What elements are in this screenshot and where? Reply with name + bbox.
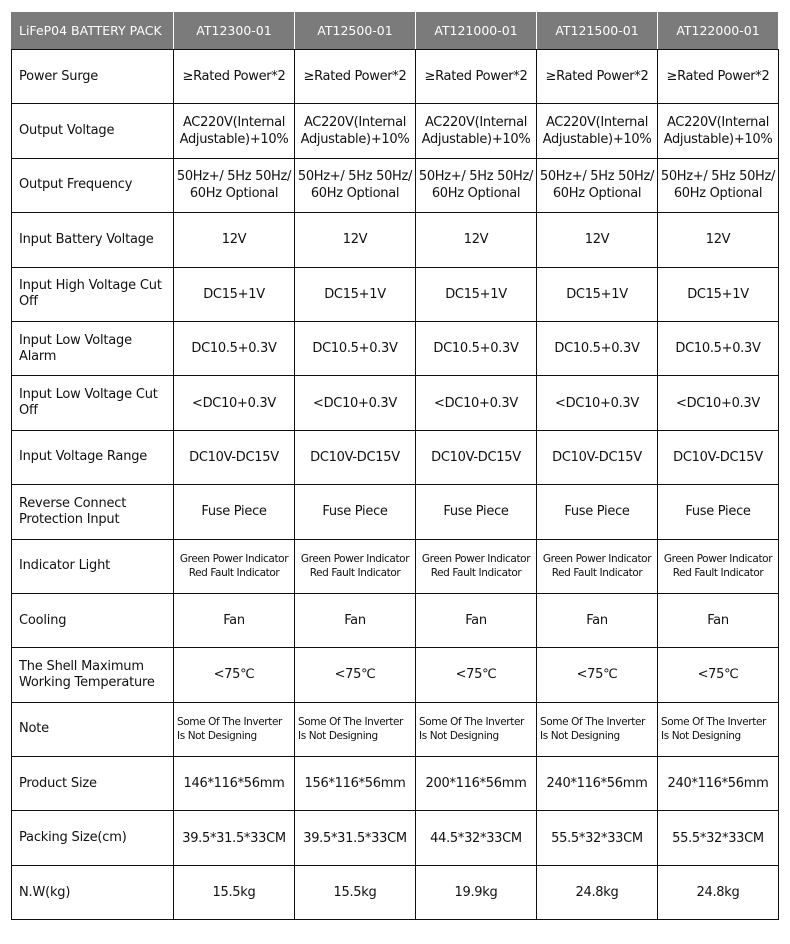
- table-row: [12, 158, 779, 212]
- table-row: [12, 376, 779, 430]
- cell-value: DC15+1V: [416, 267, 537, 321]
- cell-value: 12V: [658, 213, 779, 267]
- cell-value: DC10V-DC15V: [295, 430, 416, 484]
- cell-value: <DC10+0.3V: [416, 376, 537, 430]
- table-row: [12, 757, 779, 811]
- row-label: Indicator Light: [12, 539, 174, 593]
- cell-value: Green Power Indicator Red Fault Indicator: [658, 539, 779, 593]
- row-label: Power Surge: [12, 50, 174, 104]
- cell-value: ≥Rated Power*2: [174, 50, 295, 104]
- cell-value: Fuse Piece: [537, 485, 658, 539]
- cell-value: 240*116*56mm: [537, 757, 658, 811]
- cell-value: Fan: [416, 593, 537, 647]
- cell-value: <75℃: [295, 648, 416, 702]
- cell-value: Fan: [174, 593, 295, 647]
- row-label: Input Voltage Range: [12, 430, 174, 484]
- cell-value: ≥Rated Power*2: [537, 50, 658, 104]
- cell-value: 240*116*56mm: [658, 757, 779, 811]
- cell-value: DC10.5+0.3V: [537, 321, 658, 375]
- cell-value: 15.5kg: [295, 865, 416, 919]
- cell-value: 12V: [537, 213, 658, 267]
- cell-value: <75℃: [658, 648, 779, 702]
- cell-value: Fuse Piece: [174, 485, 295, 539]
- cell-value: 39.5*31.5*33CM: [174, 811, 295, 865]
- table-row: [12, 702, 779, 756]
- cell-value: 39.5*31.5*33CM: [295, 811, 416, 865]
- row-label: Product Size: [12, 757, 174, 811]
- cell-value: DC15+1V: [295, 267, 416, 321]
- cell-value: <75℃: [174, 648, 295, 702]
- table-row: [12, 50, 779, 104]
- cell-value: DC10V-DC15V: [416, 430, 537, 484]
- table-row: [12, 104, 779, 158]
- cell-value: 50Hz+/ 5Hz 50Hz/ 60Hz Optional: [537, 158, 658, 212]
- cell-value: Some Of The Inverter Is Not Designing: [174, 702, 295, 756]
- cell-value: 12V: [174, 213, 295, 267]
- cell-value: AC220V(Internal Adjustable)+10%: [416, 104, 537, 158]
- cell-value: DC15+1V: [658, 267, 779, 321]
- cell-value: AC220V(Internal Adjustable)+10%: [537, 104, 658, 158]
- row-label: Input Battery Voltage: [12, 213, 174, 267]
- cell-value: <DC10+0.3V: [295, 376, 416, 430]
- cell-value: Fan: [658, 593, 779, 647]
- cell-value: Some Of The Inverter Is Not Designing: [295, 702, 416, 756]
- cell-value: Fuse Piece: [658, 485, 779, 539]
- row-label: Reverse Connect Protection Input: [12, 485, 174, 539]
- cell-value: 50Hz+/ 5Hz 50Hz/ 60Hz Optional: [295, 158, 416, 212]
- model-header: AT12500-01: [295, 12, 416, 50]
- cell-value: Fan: [295, 593, 416, 647]
- table-row: [12, 267, 779, 321]
- row-label: Input High Voltage Cut Off: [12, 267, 174, 321]
- row-label: Input Low Voltage Cut Off: [12, 376, 174, 430]
- table-row: [12, 485, 779, 539]
- row-label: Input Low Voltage Alarm: [12, 321, 174, 375]
- cell-value: 146*116*56mm: [174, 757, 295, 811]
- cell-value: ≥Rated Power*2: [416, 50, 537, 104]
- cell-value: AC220V(Internal Adjustable)+10%: [658, 104, 779, 158]
- cell-value: 50Hz+/ 5Hz 50Hz/ 60Hz Optional: [658, 158, 779, 212]
- cell-value: AC220V(Internal Adjustable)+10%: [174, 104, 295, 158]
- cell-value: 44.5*32*33CM: [416, 811, 537, 865]
- table-row: [12, 213, 779, 267]
- cell-value: Some Of The Inverter Is Not Designing: [416, 702, 537, 756]
- cell-value: Some Of The Inverter Is Not Designing: [537, 702, 658, 756]
- table-row: [12, 648, 779, 702]
- cell-value: DC10.5+0.3V: [416, 321, 537, 375]
- model-header: AT121500-01: [537, 12, 658, 50]
- row-label: The Shell Maximum Working Temperature: [12, 648, 174, 702]
- spec-table: [11, 11, 779, 920]
- cell-value: 55.5*32*33CM: [658, 811, 779, 865]
- cell-value: <75℃: [416, 648, 537, 702]
- cell-value: 24.8kg: [537, 865, 658, 919]
- cell-value: Green Power Indicator Red Fault Indicator: [537, 539, 658, 593]
- cell-value: 55.5*32*33CM: [537, 811, 658, 865]
- cell-value: Green Power Indicator Red Fault Indicator: [174, 539, 295, 593]
- table-row: [12, 865, 779, 919]
- cell-value: 50Hz+/ 5Hz 50Hz/ 60Hz Optional: [174, 158, 295, 212]
- model-header: AT121000-01: [416, 12, 537, 50]
- cell-value: 200*116*56mm: [416, 757, 537, 811]
- cell-value: Green Power Indicator Red Fault Indicator: [416, 539, 537, 593]
- cell-value: Fuse Piece: [295, 485, 416, 539]
- row-label: Output Voltage: [12, 104, 174, 158]
- cell-value: 50Hz+/ 5Hz 50Hz/ 60Hz Optional: [416, 158, 537, 212]
- cell-value: DC10.5+0.3V: [174, 321, 295, 375]
- cell-value: 24.8kg: [658, 865, 779, 919]
- cell-value: <DC10+0.3V: [658, 376, 779, 430]
- cell-value: DC15+1V: [537, 267, 658, 321]
- cell-value: 15.5kg: [174, 865, 295, 919]
- cell-value: <DC10+0.3V: [174, 376, 295, 430]
- cell-value: <75℃: [537, 648, 658, 702]
- cell-value: ≥Rated Power*2: [658, 50, 779, 104]
- cell-value: 12V: [295, 213, 416, 267]
- header-row: [12, 12, 779, 50]
- cell-value: ≥Rated Power*2: [295, 50, 416, 104]
- table-row: [12, 811, 779, 865]
- cell-value: DC15+1V: [174, 267, 295, 321]
- cell-value: 156*116*56mm: [295, 757, 416, 811]
- cell-value: 12V: [416, 213, 537, 267]
- cell-value: AC220V(Internal Adjustable)+10%: [295, 104, 416, 158]
- cell-value: Fan: [537, 593, 658, 647]
- cell-value: DC10V-DC15V: [658, 430, 779, 484]
- row-label: Note: [12, 702, 174, 756]
- table-row: [12, 321, 779, 375]
- row-label: Cooling: [12, 593, 174, 647]
- model-header: AT122000-01: [658, 12, 779, 50]
- cell-value: <DC10+0.3V: [537, 376, 658, 430]
- row-label: N.W(kg): [12, 865, 174, 919]
- model-header: AT12300-01: [174, 12, 295, 50]
- row-label: Output Frequency: [12, 158, 174, 212]
- cell-value: 19.9kg: [416, 865, 537, 919]
- cell-value: DC10.5+0.3V: [658, 321, 779, 375]
- cell-value: Fuse Piece: [416, 485, 537, 539]
- cell-value: DC10V-DC15V: [174, 430, 295, 484]
- cell-value: Green Power Indicator Red Fault Indicator: [295, 539, 416, 593]
- row-label: Packing Size(cm): [12, 811, 174, 865]
- table-row: [12, 539, 779, 593]
- table-row: [12, 430, 779, 484]
- header-label: LiFeP04 BATTERY PACK: [12, 12, 174, 50]
- cell-value: DC10V-DC15V: [537, 430, 658, 484]
- cell-value: Some Of The Inverter Is Not Designing: [658, 702, 779, 756]
- cell-value: DC10.5+0.3V: [295, 321, 416, 375]
- table-row: [12, 593, 779, 647]
